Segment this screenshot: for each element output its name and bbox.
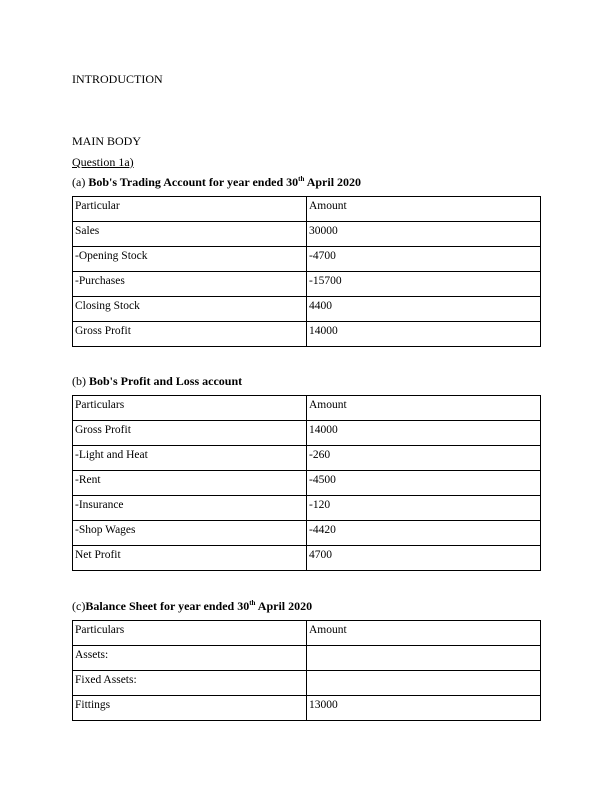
table-header-row	[73, 621, 541, 646]
table-cell: -Opening Stock	[73, 247, 307, 272]
table-cell: 13000	[307, 696, 541, 721]
table-cell: 4700	[307, 546, 541, 571]
column-header: Particulars	[73, 396, 307, 421]
section-a-title-main: Bob's Trading Account for year ended 30	[88, 175, 299, 189]
table-row	[73, 421, 541, 446]
table-cell: -4700	[307, 247, 541, 272]
column-header: Particulars	[73, 621, 307, 646]
table-cell: Sales	[73, 222, 307, 247]
table-cell: Fittings	[73, 696, 307, 721]
column-header: Particular	[73, 197, 307, 222]
table-cell: Gross Profit	[73, 322, 307, 347]
table-row	[73, 646, 541, 671]
table-cell: Gross Profit	[73, 421, 307, 446]
table-cell: Closing Stock	[73, 297, 307, 322]
table-row	[73, 521, 541, 546]
section-c-title-main: Balance Sheet for year ended 30	[85, 599, 250, 613]
table-cell: -4420	[307, 521, 541, 546]
column-header: Amount	[307, 197, 541, 222]
main-body-heading: MAIN BODY	[72, 134, 141, 148]
table-row	[73, 446, 541, 471]
table-row	[73, 671, 541, 696]
section-c-prefix: (c)	[72, 599, 86, 613]
table-cell: -15700	[307, 272, 541, 297]
table-cell: -Purchases	[73, 272, 307, 297]
table-cell: Net Profit	[73, 546, 307, 571]
table-cell: -260	[307, 446, 541, 471]
table-cell: 30000	[307, 222, 541, 247]
table-row	[73, 496, 541, 521]
table-row	[73, 272, 541, 297]
section-b-prefix: (b)	[72, 374, 89, 388]
section-a-prefix: (a)	[72, 175, 89, 189]
table-cell	[307, 671, 541, 696]
section-c-title-sup: th	[249, 599, 256, 607]
section-a-title-end: April 2020	[304, 175, 362, 189]
section-c-title-end: April 2020	[255, 599, 313, 613]
table-row	[73, 471, 541, 496]
section-b-title	[72, 374, 242, 388]
column-header: Amount	[307, 396, 541, 421]
profit-loss-table	[72, 395, 541, 571]
table-cell: -Insurance	[73, 496, 307, 521]
table-header-row	[73, 396, 541, 421]
section-a-title-sup: th	[298, 175, 305, 183]
table-row	[73, 247, 541, 272]
table-cell: -Shop Wages	[73, 521, 307, 546]
table-cell: -Rent	[73, 471, 307, 496]
table-row	[73, 546, 541, 571]
table-row	[73, 322, 541, 347]
table-cell: -4500	[307, 471, 541, 496]
table-cell: Fixed Assets:	[73, 671, 307, 696]
table-row	[73, 297, 541, 322]
section-c-title	[72, 599, 312, 613]
introduction-heading: INTRODUCTION	[72, 72, 163, 86]
question-label: Question 1a)	[72, 155, 134, 169]
table-row	[73, 696, 541, 721]
trading-account-table	[72, 196, 541, 347]
table-header-row	[73, 197, 541, 222]
balance-sheet-table	[72, 620, 541, 721]
section-b-title-main: Bob's Profit and Loss account	[89, 374, 243, 388]
table-cell: -Light and Heat	[73, 446, 307, 471]
section-a-title	[72, 175, 361, 189]
table-cell: 14000	[307, 421, 541, 446]
table-cell: -120	[307, 496, 541, 521]
table-cell	[307, 646, 541, 671]
column-header: Amount	[307, 621, 541, 646]
table-row	[73, 222, 541, 247]
table-cell: 4400	[307, 297, 541, 322]
table-cell: 14000	[307, 322, 541, 347]
table-cell: Assets:	[73, 646, 307, 671]
